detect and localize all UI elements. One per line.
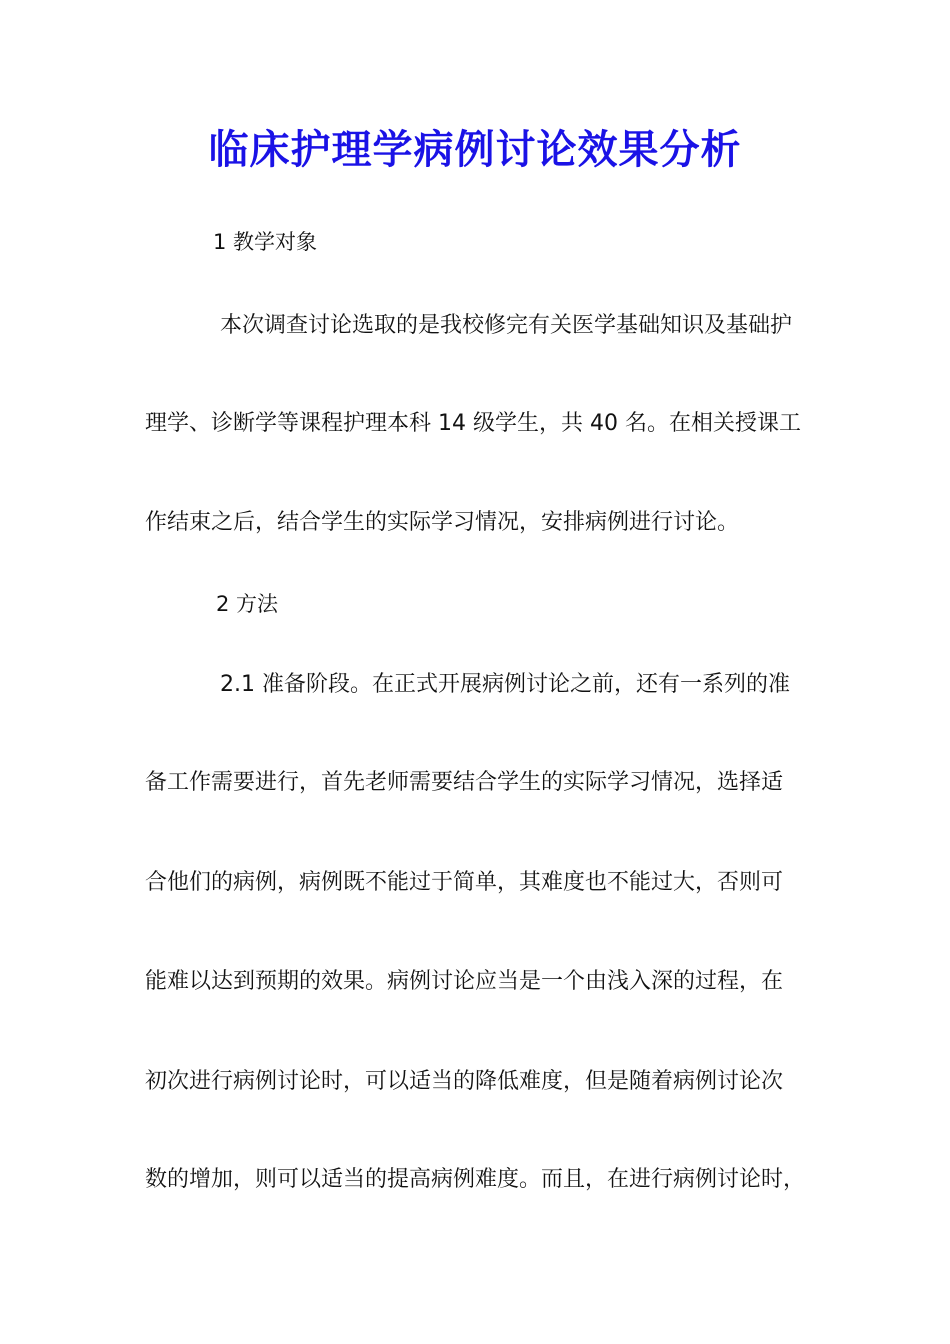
document-title: 临床护理学病例讨论效果分析: [208, 126, 742, 173]
section-heading-2: 2 方法: [216, 592, 279, 616]
paragraph-line: 备工作需要进行，首先老师需要结合学生的实际学习情况，选择适: [145, 770, 784, 795]
paragraph-line: 作结束之后，结合学生的实际学习情况，安排病例进行讨论。: [145, 510, 740, 535]
paragraph-line: 数的增加，则可以适当的提高病例难度。而且，在进行病例讨论时，: [145, 1167, 806, 1192]
paragraph-line: 理学、诊断学等课程护理本科 14 级学生，共 40 名。在相关授课工: [145, 411, 801, 436]
paragraph-line: 能难以达到预期的效果。病例讨论应当是一个由浅入深的过程，在: [145, 969, 784, 994]
paragraph-line: 2.1 准备阶段。在正式开展病例讨论之前，还有一系列的准: [220, 672, 790, 697]
paragraph-line: 初次进行病例讨论时，可以适当的降低难度，但是随着病例讨论次: [145, 1069, 784, 1094]
paragraph-line: 合他们的病例，病例既不能过于简单，其难度也不能过大，否则可: [145, 870, 784, 895]
section-heading-1: 1 教学对象: [213, 230, 318, 254]
paragraph-line: 本次调查讨论选取的是我校修完有关医学基础知识及基础护: [220, 313, 793, 338]
